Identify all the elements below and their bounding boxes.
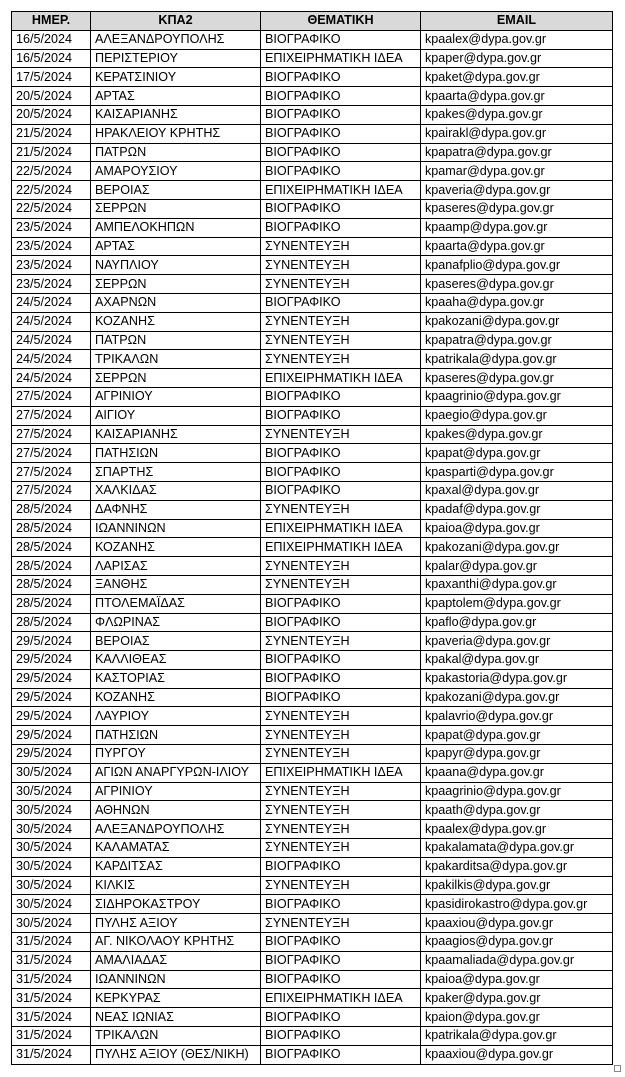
cell-theme: ΕΠΙΧΕΙΡΗΜΑΤΙΚΗ ΙΔΕΑ — [261, 519, 421, 538]
cell-email: kpaamaliada@dypa.gov.gr — [421, 951, 613, 970]
cell-date: 30/5/2024 — [12, 801, 91, 820]
cell-kpa: ΠΑΤΗΣΙΩΝ — [91, 726, 261, 745]
table-row — [12, 519, 613, 538]
cell-kpa: ΑΘΗΝΩΝ — [91, 801, 261, 820]
cell-theme: ΣΥΝΕΝΤΕΥΞΗ — [261, 726, 421, 745]
table-row — [12, 763, 613, 782]
cell-kpa: ΚΑΡΔΙΤΣΑΣ — [91, 857, 261, 876]
cell-kpa: ΝΑΥΠΛΙΟΥ — [91, 256, 261, 275]
table-row — [12, 632, 613, 651]
cell-email: kpaptolem@dypa.gov.gr — [421, 594, 613, 613]
cell-date: 23/5/2024 — [12, 237, 91, 256]
header-date: ΗΜΕΡ. — [12, 12, 91, 31]
cell-kpa: ΚΟΖΑΝΗΣ — [91, 312, 261, 331]
table-row — [12, 425, 613, 444]
table-row — [12, 444, 613, 463]
cell-email: kpatrikala@dypa.gov.gr — [421, 350, 613, 369]
cell-email: kpaseres@dypa.gov.gr — [421, 199, 613, 218]
cell-theme: ΒΙΟΓΡΑΦΙΚΟ — [261, 124, 421, 143]
cell-theme: ΣΥΝΕΝΤΕΥΞΗ — [261, 237, 421, 256]
cell-date: 17/5/2024 — [12, 68, 91, 87]
cell-theme: ΕΠΙΧΕΙΡΗΜΑΤΙΚΗ ΙΔΕΑ — [261, 49, 421, 68]
cell-email: kpaaxiou@dypa.gov.gr — [421, 914, 613, 933]
table-row — [12, 218, 613, 237]
cell-theme: ΣΥΝΕΝΤΕΥΞΗ — [261, 500, 421, 519]
cell-theme: ΒΙΟΓΡΑΦΙΚΟ — [261, 613, 421, 632]
table-row — [12, 105, 613, 124]
cell-theme: ΒΙΟΓΡΑΦΙΚΟ — [261, 933, 421, 952]
cell-theme: ΣΥΝΕΝΤΕΥΞΗ — [261, 331, 421, 350]
table-row — [12, 293, 613, 312]
cell-kpa: ΣΕΡΡΩΝ — [91, 275, 261, 294]
cell-date: 22/5/2024 — [12, 162, 91, 181]
cell-date: 23/5/2024 — [12, 218, 91, 237]
cell-email: kpaxal@dypa.gov.gr — [421, 481, 613, 500]
cell-email: kpairakl@dypa.gov.gr — [421, 124, 613, 143]
cell-email: kpatrikala@dypa.gov.gr — [421, 1027, 613, 1046]
cell-email: kpalar@dypa.gov.gr — [421, 557, 613, 576]
cell-date: 31/5/2024 — [12, 1045, 91, 1064]
cell-email: kpaegio@dypa.gov.gr — [421, 406, 613, 425]
cell-email: kpaalex@dypa.gov.gr — [421, 30, 613, 49]
cell-email: kpapyr@dypa.gov.gr — [421, 745, 613, 764]
table-row — [12, 857, 613, 876]
cell-kpa: ΠΤΟΛΕΜΑΪΔΑΣ — [91, 594, 261, 613]
cell-email: kpadaf@dypa.gov.gr — [421, 500, 613, 519]
header-email: EMAIL — [421, 12, 613, 31]
cell-kpa: ΑΓ. ΝΙΚΟΛΑΟΥ ΚΡΗΤΗΣ — [91, 933, 261, 952]
cell-kpa: ΑΓΡΙΝΙΟΥ — [91, 387, 261, 406]
cell-kpa: ΞΑΝΘΗΣ — [91, 575, 261, 594]
table-row — [12, 87, 613, 106]
cell-date: 30/5/2024 — [12, 763, 91, 782]
cell-theme: ΕΠΙΧΕΙΡΗΜΑΤΙΚΗ ΙΔΕΑ — [261, 369, 421, 388]
table-row — [12, 613, 613, 632]
table-row — [12, 575, 613, 594]
cell-email: kpaker@dypa.gov.gr — [421, 989, 613, 1008]
cell-theme: ΣΥΝΕΝΤΕΥΞΗ — [261, 425, 421, 444]
table-row — [12, 933, 613, 952]
table-row — [12, 782, 613, 801]
cell-theme: ΕΠΙΧΕΙΡΗΜΑΤΙΚΗ ΙΔΕΑ — [261, 181, 421, 200]
cell-kpa: ΠΥΡΓΟΥ — [91, 745, 261, 764]
cell-kpa: ΑΜΑΡΟΥΣΙΟΥ — [91, 162, 261, 181]
cell-theme: ΣΥΝΕΝΤΕΥΞΗ — [261, 350, 421, 369]
table-row — [12, 143, 613, 162]
cell-kpa: ΑΡΤΑΣ — [91, 87, 261, 106]
cell-kpa: ΑΡΤΑΣ — [91, 237, 261, 256]
cell-kpa: ΚΑΛΛΙΘΕΑΣ — [91, 651, 261, 670]
cell-kpa: ΙΩΑΝΝΙΝΩΝ — [91, 970, 261, 989]
cell-date: 28/5/2024 — [12, 500, 91, 519]
table-row — [12, 350, 613, 369]
cell-theme: ΣΥΝΕΝΤΕΥΞΗ — [261, 914, 421, 933]
cell-kpa: ΠΑΤΡΩΝ — [91, 331, 261, 350]
table-row — [12, 726, 613, 745]
cell-email: kpakal@dypa.gov.gr — [421, 651, 613, 670]
cell-email: kpaaha@dypa.gov.gr — [421, 293, 613, 312]
cell-theme: ΒΙΟΓΡΑΦΙΚΟ — [261, 651, 421, 670]
cell-date: 29/5/2024 — [12, 688, 91, 707]
cell-theme: ΒΙΟΓΡΑΦΙΚΟ — [261, 857, 421, 876]
table-row — [12, 331, 613, 350]
cell-kpa: ΠΑΤΡΩΝ — [91, 143, 261, 162]
cell-email: kpanafplio@dypa.gov.gr — [421, 256, 613, 275]
cell-email: kpaion@dypa.gov.gr — [421, 1008, 613, 1027]
cell-date: 31/5/2024 — [12, 989, 91, 1008]
cell-kpa: ΚΟΖΑΝΗΣ — [91, 538, 261, 557]
cell-theme: ΒΙΟΓΡΑΦΙΚΟ — [261, 105, 421, 124]
cell-email: kpaaxiou@dypa.gov.gr — [421, 1045, 613, 1064]
schedule-table — [11, 11, 613, 1065]
cell-date: 20/5/2024 — [12, 87, 91, 106]
table-row — [12, 1045, 613, 1064]
cell-theme: ΒΙΟΓΡΑΦΙΚΟ — [261, 143, 421, 162]
cell-date: 27/5/2024 — [12, 406, 91, 425]
header-theme: ΘΕΜΑΤΙΚΗ — [261, 12, 421, 31]
cell-email: kpaath@dypa.gov.gr — [421, 801, 613, 820]
table-row — [12, 594, 613, 613]
cell-theme: ΒΙΟΓΡΑΦΙΚΟ — [261, 199, 421, 218]
cell-email: kpaagrinio@dypa.gov.gr — [421, 782, 613, 801]
cell-email: kpakozani@dypa.gov.gr — [421, 688, 613, 707]
cell-kpa: ΝΕΑΣ ΙΩΝΙΑΣ — [91, 1008, 261, 1027]
cell-theme: ΒΙΟΓΡΑΦΙΚΟ — [261, 387, 421, 406]
cell-email: kpaarta@dypa.gov.gr — [421, 237, 613, 256]
cell-kpa: ΚΙΛΚΙΣ — [91, 876, 261, 895]
cell-kpa: ΑΛΕΞΑΝΔΡΟΥΠΟΛΗΣ — [91, 30, 261, 49]
table-row — [12, 124, 613, 143]
table-row — [12, 557, 613, 576]
table-row — [12, 1027, 613, 1046]
cell-theme: ΣΥΝΕΝΤΕΥΞΗ — [261, 801, 421, 820]
cell-date: 27/5/2024 — [12, 463, 91, 482]
cell-kpa: ΠΥΛΗΣ ΑΞΙΟΥ (ΘΕΣ/ΝΙΚΗ) — [91, 1045, 261, 1064]
cell-date: 21/5/2024 — [12, 143, 91, 162]
cell-theme: ΣΥΝΕΝΤΕΥΞΗ — [261, 839, 421, 858]
cell-email: kpasidirokastro@dypa.gov.gr — [421, 895, 613, 914]
cell-date: 30/5/2024 — [12, 895, 91, 914]
table-row — [12, 970, 613, 989]
cell-date: 29/5/2024 — [12, 651, 91, 670]
cell-date: 28/5/2024 — [12, 575, 91, 594]
table-row — [12, 500, 613, 519]
cell-date: 29/5/2024 — [12, 669, 91, 688]
cell-theme: ΒΙΟΓΡΑΦΙΚΟ — [261, 87, 421, 106]
cell-kpa: ΧΑΛΚΙΔΑΣ — [91, 481, 261, 500]
cell-kpa: ΚΕΡΚΥΡΑΣ — [91, 989, 261, 1008]
cell-kpa: ΣΕΡΡΩΝ — [91, 199, 261, 218]
cell-date: 28/5/2024 — [12, 613, 91, 632]
cell-date: 27/5/2024 — [12, 481, 91, 500]
cell-kpa: ΛΑΥΡΙΟΥ — [91, 707, 261, 726]
cell-theme: ΣΥΝΕΝΤΕΥΞΗ — [261, 782, 421, 801]
cell-email: kpakozani@dypa.gov.gr — [421, 312, 613, 331]
cell-date: 27/5/2024 — [12, 444, 91, 463]
table-row — [12, 1008, 613, 1027]
cell-date: 24/5/2024 — [12, 369, 91, 388]
cell-email: kpaseres@dypa.gov.gr — [421, 369, 613, 388]
cell-date: 28/5/2024 — [12, 519, 91, 538]
cell-date: 27/5/2024 — [12, 425, 91, 444]
cell-date: 28/5/2024 — [12, 594, 91, 613]
cell-kpa: ΚΑΣΤΟΡΙΑΣ — [91, 669, 261, 688]
header-kpa: ΚΠΑ2 — [91, 12, 261, 31]
cell-email: kpasparti@dypa.gov.gr — [421, 463, 613, 482]
cell-theme: ΒΙΟΓΡΑΦΙΚΟ — [261, 1008, 421, 1027]
table-row — [12, 181, 613, 200]
cell-date: 20/5/2024 — [12, 105, 91, 124]
cell-theme: ΒΙΟΓΡΑΦΙΚΟ — [261, 162, 421, 181]
cell-theme: ΣΥΝΕΝΤΕΥΞΗ — [261, 275, 421, 294]
cell-date: 16/5/2024 — [12, 49, 91, 68]
table-row — [12, 237, 613, 256]
cell-theme: ΒΙΟΓΡΑΦΙΚΟ — [261, 30, 421, 49]
table-row — [12, 914, 613, 933]
cell-kpa: ΚΑΙΣΑΡΙΑΝΗΣ — [91, 105, 261, 124]
table-row — [12, 688, 613, 707]
cell-email: kpaveria@dypa.gov.gr — [421, 632, 613, 651]
cell-kpa: ΛΑΡΙΣΑΣ — [91, 557, 261, 576]
cell-email: kpaper@dypa.gov.gr — [421, 49, 613, 68]
cell-email: kpaarta@dypa.gov.gr — [421, 87, 613, 106]
cell-email: kpapat@dypa.gov.gr — [421, 726, 613, 745]
cell-kpa: ΔΑΦΝΗΣ — [91, 500, 261, 519]
table-row — [12, 839, 613, 858]
cell-email: kpakalamata@dypa.gov.gr — [421, 839, 613, 858]
cell-email: kpaveria@dypa.gov.gr — [421, 181, 613, 200]
cell-theme: ΒΙΟΓΡΑΦΙΚΟ — [261, 463, 421, 482]
cell-date: 23/5/2024 — [12, 275, 91, 294]
cell-kpa: ΚΑΙΣΑΡΙΑΝΗΣ — [91, 425, 261, 444]
cell-date: 21/5/2024 — [12, 124, 91, 143]
cell-kpa: ΒΕΡΟΙΑΣ — [91, 632, 261, 651]
cell-email: kpapatra@dypa.gov.gr — [421, 331, 613, 350]
cell-theme: ΣΥΝΕΝΤΕΥΞΗ — [261, 312, 421, 331]
cell-theme: ΣΥΝΕΝΤΕΥΞΗ — [261, 575, 421, 594]
table-row — [12, 312, 613, 331]
table-row — [12, 406, 613, 425]
cell-date: 30/5/2024 — [12, 857, 91, 876]
cell-date: 30/5/2024 — [12, 914, 91, 933]
cell-date: 31/5/2024 — [12, 1027, 91, 1046]
table-row — [12, 745, 613, 764]
cell-date: 29/5/2024 — [12, 632, 91, 651]
cell-kpa: ΚΟΖΑΝΗΣ — [91, 688, 261, 707]
cell-kpa: ΠΕΡΙΣΤΕΡΙΟΥ — [91, 49, 261, 68]
cell-date: 30/5/2024 — [12, 839, 91, 858]
cell-date: 27/5/2024 — [12, 387, 91, 406]
table-row — [12, 651, 613, 670]
cell-email: kpakilkis@dypa.gov.gr — [421, 876, 613, 895]
cell-email: kpaioa@dypa.gov.gr — [421, 970, 613, 989]
cell-kpa: ΠΑΤΗΣΙΩΝ — [91, 444, 261, 463]
table-row — [12, 256, 613, 275]
cell-theme: ΒΙΟΓΡΑΦΙΚΟ — [261, 895, 421, 914]
cell-date: 29/5/2024 — [12, 726, 91, 745]
cell-theme: ΒΙΟΓΡΑΦΙΚΟ — [261, 669, 421, 688]
cell-email: kpaagios@dypa.gov.gr — [421, 933, 613, 952]
cell-date: 28/5/2024 — [12, 557, 91, 576]
table-row — [12, 30, 613, 49]
table-resize-handle[interactable] — [614, 1065, 621, 1072]
cell-email: kpaioa@dypa.gov.gr — [421, 519, 613, 538]
cell-date: 24/5/2024 — [12, 312, 91, 331]
cell-theme: ΒΙΟΓΡΑΦΙΚΟ — [261, 970, 421, 989]
cell-theme: ΣΥΝΕΝΤΕΥΞΗ — [261, 745, 421, 764]
cell-kpa: ΑΙΓΙΟΥ — [91, 406, 261, 425]
cell-email: kpamar@dypa.gov.gr — [421, 162, 613, 181]
table-row — [12, 162, 613, 181]
cell-theme: ΒΙΟΓΡΑΦΙΚΟ — [261, 594, 421, 613]
cell-date: 24/5/2024 — [12, 350, 91, 369]
cell-email: kpakarditsa@dypa.gov.gr — [421, 857, 613, 876]
cell-date: 29/5/2024 — [12, 745, 91, 764]
table-row — [12, 481, 613, 500]
cell-date: 30/5/2024 — [12, 876, 91, 895]
cell-theme: ΣΥΝΕΝΤΕΥΞΗ — [261, 557, 421, 576]
cell-kpa: ΚΕΡΑΤΣΙΝΙΟΥ — [91, 68, 261, 87]
cell-theme: ΣΥΝΕΝΤΕΥΞΗ — [261, 632, 421, 651]
cell-kpa: ΦΛΩΡΙΝΑΣ — [91, 613, 261, 632]
table-row — [12, 989, 613, 1008]
cell-email: kpalavrio@dypa.gov.gr — [421, 707, 613, 726]
table-row — [12, 895, 613, 914]
cell-kpa: ΑΓΙΩΝ ΑΝΑΡΓΥΡΩΝ-ΙΛΙΟΥ — [91, 763, 261, 782]
cell-date: 31/5/2024 — [12, 1008, 91, 1027]
table-row — [12, 801, 613, 820]
cell-kpa: ΑΛΕΞΑΝΔΡΟΥΠΟΛΗΣ — [91, 820, 261, 839]
cell-theme: ΕΠΙΧΕΙΡΗΜΑΤΙΚΗ ΙΔΕΑ — [261, 989, 421, 1008]
cell-email: kpakes@dypa.gov.gr — [421, 425, 613, 444]
cell-theme: ΒΙΟΓΡΑΦΙΚΟ — [261, 444, 421, 463]
cell-kpa: ΒΕΡΟΙΑΣ — [91, 181, 261, 200]
cell-email: kpapat@dypa.gov.gr — [421, 444, 613, 463]
cell-theme: ΒΙΟΓΡΑΦΙΚΟ — [261, 481, 421, 500]
table-row — [12, 876, 613, 895]
cell-email: kpaalex@dypa.gov.gr — [421, 820, 613, 839]
cell-theme: ΒΙΟΓΡΑΦΙΚΟ — [261, 406, 421, 425]
cell-email: kpaagrinio@dypa.gov.gr — [421, 387, 613, 406]
cell-email: kpaxanthi@dypa.gov.gr — [421, 575, 613, 594]
cell-date: 24/5/2024 — [12, 331, 91, 350]
cell-kpa: ΣΕΡΡΩΝ — [91, 369, 261, 388]
cell-email: kpaana@dypa.gov.gr — [421, 763, 613, 782]
table-row — [12, 49, 613, 68]
table-row — [12, 387, 613, 406]
table-row — [12, 820, 613, 839]
cell-kpa: ΑΧΑΡΝΩΝ — [91, 293, 261, 312]
cell-email: kpapatra@dypa.gov.gr — [421, 143, 613, 162]
cell-date: 24/5/2024 — [12, 293, 91, 312]
cell-email: kpakozani@dypa.gov.gr — [421, 538, 613, 557]
table-row — [12, 463, 613, 482]
table-row — [12, 707, 613, 726]
cell-theme: ΕΠΙΧΕΙΡΗΜΑΤΙΚΗ ΙΔΕΑ — [261, 538, 421, 557]
cell-email: kpaflo@dypa.gov.gr — [421, 613, 613, 632]
cell-kpa: ΑΓΡΙΝΙΟΥ — [91, 782, 261, 801]
cell-date: 31/5/2024 — [12, 970, 91, 989]
cell-email: kpaamp@dypa.gov.gr — [421, 218, 613, 237]
cell-kpa: ΑΜΑΛΙΑΔΑΣ — [91, 951, 261, 970]
cell-date: 16/5/2024 — [12, 30, 91, 49]
cell-date: 29/5/2024 — [12, 707, 91, 726]
cell-date: 30/5/2024 — [12, 820, 91, 839]
cell-email: kpakastoria@dypa.gov.gr — [421, 669, 613, 688]
table-row — [12, 538, 613, 557]
cell-theme: ΣΥΝΕΝΤΕΥΞΗ — [261, 820, 421, 839]
cell-kpa: ΣΙΔΗΡΟΚΑΣΤΡΟΥ — [91, 895, 261, 914]
table-row — [12, 951, 613, 970]
table-row — [12, 199, 613, 218]
cell-theme: ΒΙΟΓΡΑΦΙΚΟ — [261, 293, 421, 312]
cell-date: 22/5/2024 — [12, 199, 91, 218]
cell-theme: ΣΥΝΕΝΤΕΥΞΗ — [261, 707, 421, 726]
cell-date: 31/5/2024 — [12, 933, 91, 952]
cell-email: kpaket@dypa.gov.gr — [421, 68, 613, 87]
table-row — [12, 369, 613, 388]
header-row — [12, 12, 613, 31]
cell-kpa: ΑΜΠΕΛΟΚΗΠΩΝ — [91, 218, 261, 237]
cell-kpa: ΚΑΛΑΜΑΤΑΣ — [91, 839, 261, 858]
cell-kpa: ΠΥΛΗΣ ΑΞΙΟΥ — [91, 914, 261, 933]
cell-date: 30/5/2024 — [12, 782, 91, 801]
cell-kpa: ΤΡΙΚΑΛΩΝ — [91, 350, 261, 369]
table-body — [12, 30, 613, 1064]
table-row — [12, 669, 613, 688]
cell-date: 22/5/2024 — [12, 181, 91, 200]
cell-date: 28/5/2024 — [12, 538, 91, 557]
cell-kpa: ΗΡΑΚΛΕΙΟΥ ΚΡΗΤΗΣ — [91, 124, 261, 143]
cell-theme: ΒΙΟΓΡΑΦΙΚΟ — [261, 951, 421, 970]
cell-theme: ΒΙΟΓΡΑΦΙΚΟ — [261, 1027, 421, 1046]
cell-kpa: ΙΩΑΝΝΙΝΩΝ — [91, 519, 261, 538]
cell-theme: ΒΙΟΓΡΑΦΙΚΟ — [261, 218, 421, 237]
cell-theme: ΣΥΝΕΝΤΕΥΞΗ — [261, 876, 421, 895]
cell-date: 23/5/2024 — [12, 256, 91, 275]
cell-theme: ΒΙΟΓΡΑΦΙΚΟ — [261, 68, 421, 87]
cell-theme: ΣΥΝΕΝΤΕΥΞΗ — [261, 256, 421, 275]
cell-date: 31/5/2024 — [12, 951, 91, 970]
cell-theme: ΒΙΟΓΡΑΦΙΚΟ — [261, 688, 421, 707]
cell-email: kpakes@dypa.gov.gr — [421, 105, 613, 124]
cell-kpa: ΣΠΑΡΤΗΣ — [91, 463, 261, 482]
cell-email: kpaseres@dypa.gov.gr — [421, 275, 613, 294]
table-row — [12, 275, 613, 294]
cell-theme: ΒΙΟΓΡΑΦΙΚΟ — [261, 1045, 421, 1064]
table-row — [12, 68, 613, 87]
cell-kpa: ΤΡΙΚΑΛΩΝ — [91, 1027, 261, 1046]
cell-theme: ΕΠΙΧΕΙΡΗΜΑΤΙΚΗ ΙΔΕΑ — [261, 763, 421, 782]
